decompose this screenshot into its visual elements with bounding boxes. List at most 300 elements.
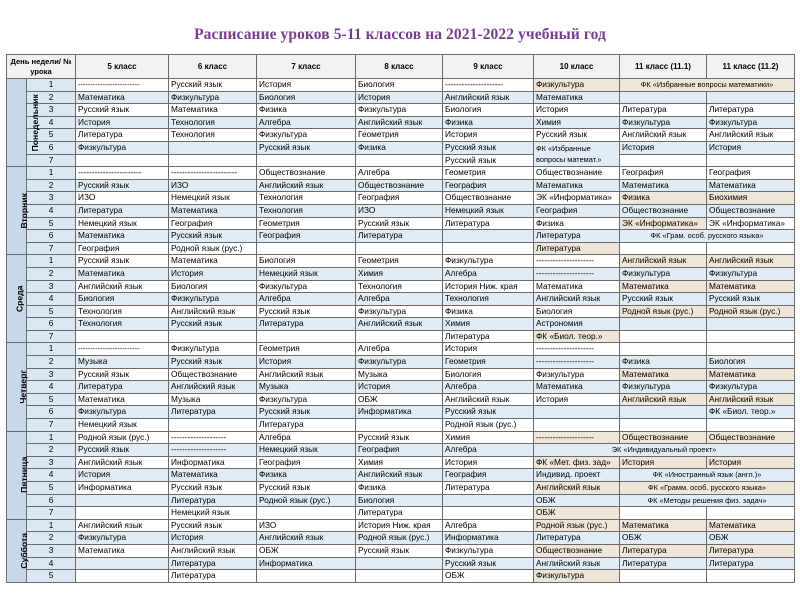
lesson-cell: Математика [169, 255, 257, 268]
header-class-8: 8 класс [356, 55, 443, 79]
lesson-cell: Русский язык [443, 406, 534, 419]
lesson-cell: Математика [707, 368, 795, 381]
lesson-cell: Математика [620, 179, 707, 192]
header-class-9: 9 класс [443, 55, 534, 79]
lesson-cell: Геометрия [443, 167, 534, 180]
lesson-cell: Русский язык [169, 519, 257, 532]
lesson-cell: Физкультура [534, 570, 620, 583]
lesson-number: 6 [27, 230, 76, 243]
lesson-cell [356, 242, 443, 255]
lesson-cell: ЭК «Индивидуальный проект» [534, 444, 795, 457]
lesson-cell: История [356, 381, 443, 394]
table-row [7, 519, 795, 532]
lesson-cell: Русский язык [76, 444, 169, 457]
lesson-cell: Технология [169, 116, 257, 129]
lesson-cell: Алгебра [443, 267, 534, 280]
lesson-cell: Физкультура [620, 116, 707, 129]
table-row [7, 381, 795, 394]
table-row [7, 469, 795, 482]
lesson-number: 3 [27, 192, 76, 205]
header-class-11-1: 11 класс (11.1) [620, 55, 707, 79]
lesson-number: 6 [27, 494, 76, 507]
lesson-cell: Литература [257, 318, 356, 331]
lesson-cell: ЭК «Информатика» [707, 217, 795, 230]
table-row [7, 167, 795, 180]
lesson-number: 5 [27, 393, 76, 406]
lesson-cell: Информатика [443, 532, 534, 545]
lesson-cell: Английский язык [76, 519, 169, 532]
lesson-cell [356, 330, 443, 343]
table-row [7, 532, 795, 545]
lesson-number: 1 [27, 343, 76, 356]
lesson-cell [534, 406, 620, 419]
lesson-cell: Алгебра [257, 431, 356, 444]
lesson-cell: Немецкий язык [443, 204, 534, 217]
page-title: Расписание уроков 5-11 классов на 2021-2022 учебный год [194, 26, 606, 43]
lesson-cell: Физкультура [443, 255, 534, 268]
lesson-cell: Английский язык [356, 469, 443, 482]
lesson-number: 2 [27, 444, 76, 457]
lesson-cell: Литература [707, 557, 795, 570]
lesson-cell: Технология [76, 305, 169, 318]
lesson-cell: Физкультура [76, 406, 169, 419]
lesson-cell [257, 330, 356, 343]
lesson-cell: Литература [169, 494, 257, 507]
lesson-cell: Технология [356, 280, 443, 293]
day-name: Пятница [19, 457, 30, 494]
lesson-cell: Биология [443, 368, 534, 381]
lesson-cell [620, 507, 707, 520]
day-label [7, 431, 30, 519]
lesson-cell: Русский язык [76, 368, 169, 381]
lesson-cell: Физкультура [534, 79, 620, 92]
day-label [7, 343, 27, 431]
lesson-cell: Информатика [257, 557, 356, 570]
lesson-cell [257, 507, 356, 520]
lesson-cell [707, 91, 795, 104]
lesson-cell: --------------------- [534, 267, 620, 280]
lesson-cell: --------------------- [534, 431, 620, 444]
lesson-cell: Русский язык [257, 305, 356, 318]
lesson-cell: География [257, 456, 356, 469]
lesson-cell: География [356, 444, 443, 457]
lesson-cell: Информатика [356, 406, 443, 419]
lesson-cell: ОБЖ [356, 393, 443, 406]
lesson-cell: Физика [620, 192, 707, 205]
lesson-cell: Физкультура [534, 368, 620, 381]
lesson-cell: ФК «Избранные вопросы математ.» [534, 141, 620, 166]
lesson-cell: Технология [257, 192, 356, 205]
lesson-cell: Литература [534, 242, 620, 255]
lesson-cell [443, 242, 534, 255]
lesson-cell: Обществознание [356, 179, 443, 192]
lesson-cell: Алгебра [257, 293, 356, 306]
lesson-cell: Алгебра [356, 293, 443, 306]
lesson-cell: Биология [257, 91, 356, 104]
lesson-cell: Геометрия [257, 343, 356, 356]
lesson-cell: Английский язык [443, 393, 534, 406]
lesson-cell: Математика [76, 230, 169, 243]
lesson-cell [707, 330, 795, 343]
lesson-cell: Родной язык (рус.) [620, 305, 707, 318]
lesson-cell [257, 570, 356, 583]
lesson-cell: Немецкий язык [76, 217, 169, 230]
lesson-cell [443, 494, 534, 507]
lesson-cell: Родной язык (рус.) [707, 305, 795, 318]
lesson-cell [620, 343, 707, 356]
table-row [7, 192, 795, 205]
lesson-cell: Геометрия [257, 217, 356, 230]
lesson-cell: История [257, 79, 356, 92]
lesson-cell: Алгебра [356, 167, 443, 180]
lesson-cell: Обществознание [620, 204, 707, 217]
lesson-cell [707, 419, 795, 432]
lesson-cell [707, 507, 795, 520]
lesson-cell: Русский язык [169, 79, 257, 92]
lesson-cell: Математика [534, 179, 620, 192]
lesson-number: 4 [27, 293, 76, 306]
lesson-number: 4 [27, 381, 76, 394]
lesson-cell: История [534, 104, 620, 117]
lesson-cell: Математика [707, 519, 795, 532]
lesson-cell: ОБЖ [443, 570, 534, 583]
lesson-cell: Информатика [169, 456, 257, 469]
lesson-cell: Родной язык (рус.) [257, 494, 356, 507]
lesson-cell: Обществознание [707, 204, 795, 217]
lesson-cell: История [443, 456, 534, 469]
lesson-cell: Русский язык [356, 431, 443, 444]
header-class-10: 10 класс [534, 55, 620, 79]
lesson-cell: Русский язык [443, 141, 534, 154]
header-class-5: 5 класс [76, 55, 169, 79]
schedule-body [7, 79, 795, 583]
lesson-cell: Английский язык [534, 557, 620, 570]
lesson-cell: ЭК «Информатика» [534, 192, 620, 205]
lesson-cell [620, 318, 707, 331]
lesson-cell: Английский язык [76, 456, 169, 469]
lesson-cell: География [620, 167, 707, 180]
table-row [7, 79, 795, 92]
lesson-cell: Русский язык [443, 154, 534, 167]
lesson-cell: География [169, 217, 257, 230]
lesson-cell [76, 494, 169, 507]
lesson-cell: ------------------------- [76, 343, 169, 356]
lesson-cell: Музыка [257, 381, 356, 394]
lesson-cell: Родной язык (рус.) [443, 419, 534, 432]
lesson-cell: Обществознание [169, 368, 257, 381]
table-row [7, 330, 795, 343]
lesson-cell: Литература [707, 104, 795, 117]
lesson-cell: Математика [76, 393, 169, 406]
header-row [7, 55, 795, 79]
table-row [7, 91, 795, 104]
lesson-cell [257, 154, 356, 167]
lesson-cell: Химия [443, 431, 534, 444]
lesson-cell [169, 330, 257, 343]
day-name: Вторник [18, 193, 29, 229]
lesson-cell: ------------------------ [169, 167, 257, 180]
lesson-cell: Биология [257, 255, 356, 268]
lesson-cell [169, 141, 257, 154]
lesson-cell: Немецкий язык [76, 419, 169, 432]
lesson-cell: Английский язык [534, 482, 620, 495]
table-row [7, 393, 795, 406]
lesson-number: 3 [27, 104, 76, 117]
lesson-cell: Русский язык [76, 104, 169, 117]
lesson-cell: География [257, 230, 356, 243]
lesson-cell: Английский язык [707, 393, 795, 406]
lesson-cell: Русский язык [620, 293, 707, 306]
lesson-cell: Биология [169, 280, 257, 293]
lesson-cell: История [169, 267, 257, 280]
lesson-cell: Немецкий язык [169, 507, 257, 520]
lesson-cell: Астрономия [534, 318, 620, 331]
lesson-cell: Физика [356, 141, 443, 154]
lesson-number: 5 [27, 217, 76, 230]
lesson-number: 5 [27, 129, 76, 142]
lesson-number: 3 [27, 280, 76, 293]
lesson-cell: ФК «Мет. физ. зад» [534, 456, 620, 469]
lesson-cell: Информатика [76, 482, 169, 495]
lesson-number: 2 [27, 91, 76, 104]
lesson-cell: Физкультура [257, 393, 356, 406]
lesson-cell: Литература [76, 381, 169, 394]
table-row [7, 129, 795, 142]
lesson-cell: Математика [76, 544, 169, 557]
lesson-cell: Физкультура [707, 267, 795, 280]
lesson-cell: ФК «Грам. особ. русского языка» [620, 230, 795, 243]
lesson-cell: Биология [707, 356, 795, 369]
lesson-number: 1 [27, 167, 76, 180]
lesson-number: 1 [27, 431, 76, 444]
header-class-7: 7 класс [257, 55, 356, 79]
lesson-cell: Биология [534, 305, 620, 318]
lesson-cell: -------------------- [169, 431, 257, 444]
table-row [7, 343, 795, 356]
lesson-cell [620, 91, 707, 104]
lesson-cell [356, 557, 443, 570]
lesson-cell: Математика [620, 519, 707, 532]
lesson-cell [76, 507, 169, 520]
table-row [7, 242, 795, 255]
lesson-cell: Английский язык [620, 129, 707, 142]
table-row [7, 356, 795, 369]
table-row [7, 116, 795, 129]
lesson-cell: Физкультура [169, 293, 257, 306]
lesson-cell: История [443, 129, 534, 142]
lesson-cell: История Ниж. края [443, 280, 534, 293]
lesson-cell: Немецкий язык [169, 192, 257, 205]
lesson-cell: Музыка [169, 393, 257, 406]
lesson-cell: Физика [443, 305, 534, 318]
lesson-cell: Русский язык [356, 217, 443, 230]
lesson-cell: --------------------- [534, 343, 620, 356]
lesson-cell: -------------------- [169, 444, 257, 457]
lesson-number: 7 [27, 419, 76, 432]
lesson-cell [76, 154, 169, 167]
lesson-cell: Английский язык [620, 255, 707, 268]
lesson-cell: Биология [76, 293, 169, 306]
table-row [7, 444, 795, 457]
lesson-number: 7 [27, 154, 76, 167]
lesson-cell: ФК «Методы решения физ. задач» [620, 494, 795, 507]
lesson-cell: Математика [534, 91, 620, 104]
lesson-cell: Немецкий язык [257, 267, 356, 280]
lesson-cell: Русский язык [257, 141, 356, 154]
lesson-cell [620, 242, 707, 255]
lesson-cell [534, 419, 620, 432]
lesson-cell [443, 230, 534, 243]
lesson-cell: Физика [257, 104, 356, 117]
lesson-cell [707, 242, 795, 255]
lesson-cell: Музыка [76, 356, 169, 369]
lesson-cell: Физика [534, 217, 620, 230]
lesson-cell: Индивид. проект [534, 469, 620, 482]
lesson-cell [169, 154, 257, 167]
lesson-cell [707, 318, 795, 331]
lesson-number: 3 [27, 456, 76, 469]
lesson-number: 2 [27, 179, 76, 192]
lesson-number: 2 [27, 267, 76, 280]
lesson-cell: История [707, 456, 795, 469]
lesson-cell: География [443, 179, 534, 192]
lesson-cell: Геометрия [443, 356, 534, 369]
lesson-number: 3 [27, 368, 76, 381]
lesson-cell: Литература [443, 217, 534, 230]
lesson-cell: ИЗО [76, 192, 169, 205]
header-class-11-2: 11 класс (11.2) [707, 55, 795, 79]
lesson-cell: Родной язык (рус.) [76, 431, 169, 444]
table-row [7, 406, 795, 419]
lesson-number: 5 [27, 482, 76, 495]
lesson-cell: Биология [356, 79, 443, 92]
lesson-cell: Русский язык [76, 255, 169, 268]
lesson-cell [76, 570, 169, 583]
lesson-cell: Физкультура [257, 280, 356, 293]
lesson-cell: История [356, 91, 443, 104]
lesson-number: 7 [27, 507, 76, 520]
lesson-cell [356, 419, 443, 432]
lesson-number: 4 [27, 116, 76, 129]
lesson-number: 5 [27, 570, 76, 583]
lesson-cell: Литература [169, 406, 257, 419]
table-row [7, 431, 795, 444]
lesson-number: 3 [27, 544, 76, 557]
lesson-cell [707, 343, 795, 356]
lesson-cell: Литература [534, 230, 620, 243]
lesson-cell [356, 570, 443, 583]
lesson-cell: Физкультура [257, 129, 356, 142]
lesson-cell: Родной язык (рус.) [534, 519, 620, 532]
lesson-cell: ----------------------- [76, 167, 169, 180]
lesson-cell [169, 419, 257, 432]
lesson-cell: Литература [76, 204, 169, 217]
lesson-cell: Физика [356, 482, 443, 495]
lesson-number: 4 [27, 204, 76, 217]
header-class-6: 6 класс [169, 55, 257, 79]
day-label [7, 167, 27, 255]
lesson-cell: Русский язык [257, 406, 356, 419]
lesson-cell: ФК «Иностранный язык (англ.)» [620, 469, 795, 482]
lesson-cell: Литература [620, 104, 707, 117]
lesson-cell: Литература [443, 330, 534, 343]
table-row [7, 494, 795, 507]
lesson-cell: Литература [76, 129, 169, 142]
lesson-cell: Физкультура [620, 381, 707, 394]
lesson-cell [356, 154, 443, 167]
lesson-cell: Физкультура [443, 544, 534, 557]
lesson-cell: Физкультура [620, 267, 707, 280]
lesson-cell: Математика [534, 280, 620, 293]
lesson-cell: ЭК «Информатика» [620, 217, 707, 230]
lesson-cell: Технология [443, 293, 534, 306]
lesson-cell: Химия [356, 456, 443, 469]
lesson-cell: География [534, 204, 620, 217]
lesson-cell: Математика [707, 280, 795, 293]
lesson-cell: ФК «Биол. теор.» [534, 330, 620, 343]
lesson-cell [620, 570, 707, 583]
lesson-cell: История [257, 356, 356, 369]
lesson-cell: География [707, 167, 795, 180]
lesson-cell: Алгебра [443, 519, 534, 532]
lesson-number: 5 [27, 305, 76, 318]
lesson-cell: История [443, 343, 534, 356]
lesson-cell: Математика [620, 280, 707, 293]
lesson-cell: География [76, 242, 169, 255]
lesson-cell: Русский язык [707, 293, 795, 306]
day-name: Среда [14, 285, 25, 313]
lesson-cell: Английский язык [534, 293, 620, 306]
lesson-cell: Алгебра [443, 444, 534, 457]
lesson-cell: Русский язык [76, 179, 169, 192]
lesson-number: 1 [27, 79, 76, 92]
lesson-cell: Родной язык (рус.) [169, 242, 257, 255]
lesson-cell: История [620, 456, 707, 469]
lesson-cell: История [169, 532, 257, 545]
table-row [7, 557, 795, 570]
table-row [7, 104, 795, 117]
lesson-cell: Биохимия [707, 192, 795, 205]
lesson-cell: Физкультура [76, 532, 169, 545]
lesson-cell: Физика [257, 469, 356, 482]
lesson-cell: Физкультура [356, 356, 443, 369]
lesson-cell: Физкультура [356, 305, 443, 318]
lesson-cell: Литература [443, 482, 534, 495]
lesson-cell: Литература [620, 557, 707, 570]
lesson-cell: Физика [443, 116, 534, 129]
table-row [7, 204, 795, 217]
lesson-cell: ИЗО [257, 519, 356, 532]
lesson-number: 7 [27, 242, 76, 255]
lesson-cell: Русский язык [169, 482, 257, 495]
lesson-cell: Математика [169, 104, 257, 117]
lesson-cell [707, 570, 795, 583]
lesson-number: 6 [27, 141, 76, 154]
lesson-cell: Русский язык [356, 544, 443, 557]
lesson-cell: Физкультура [356, 104, 443, 117]
lesson-cell: Математика [534, 381, 620, 394]
lesson-cell: Английский язык [257, 532, 356, 545]
lesson-cell: ОБЖ [620, 532, 707, 545]
lesson-cell: Литература [620, 544, 707, 557]
lesson-cell: Английский язык [257, 179, 356, 192]
lesson-cell: Английский язык [356, 318, 443, 331]
lesson-cell: Английский язык [257, 368, 356, 381]
lesson-cell: --------------------- [534, 255, 620, 268]
lesson-cell: Литература [356, 507, 443, 520]
lesson-cell: Физкультура [76, 141, 169, 154]
lesson-cell: Русский язык [169, 318, 257, 331]
